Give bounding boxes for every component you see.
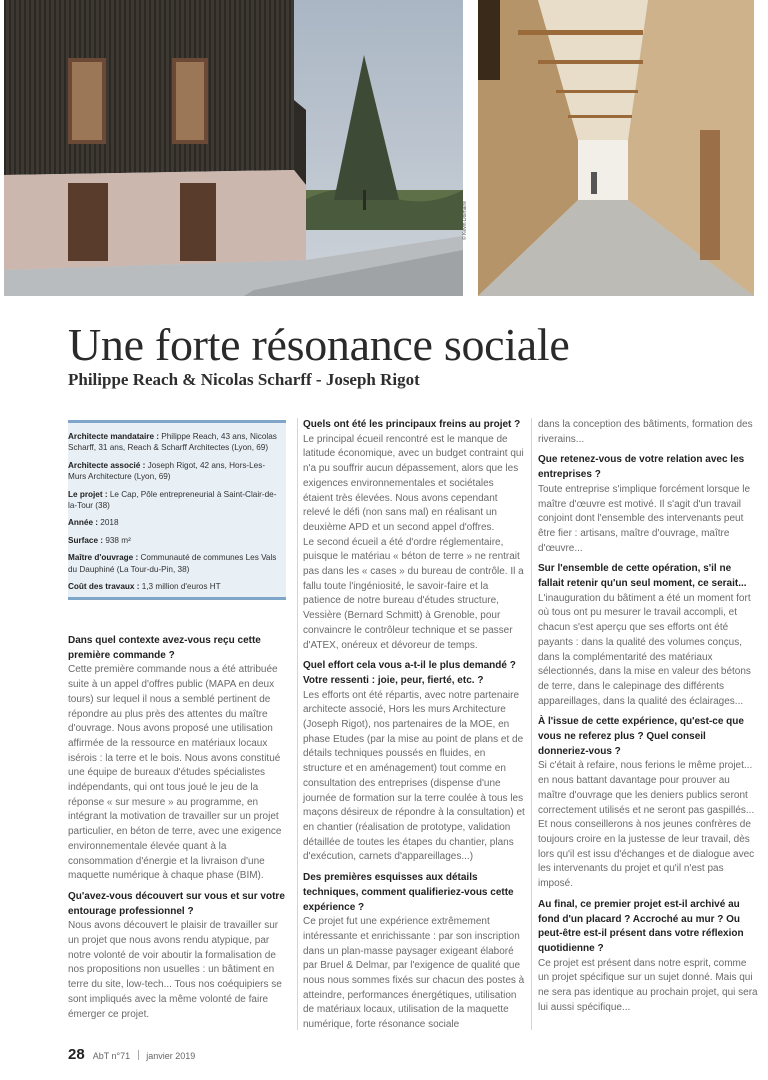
answer: Ce projet est présent dans notre esprit, comme un projet spécifique sur un sujet donné. Mais qui ne sera pas identique au prochain projet, qui sera lui aussi spécifique... (538, 957, 758, 1013)
column-divider (531, 418, 532, 1030)
article-authors: Philippe Reach & Nicolas Scharff - Joseph Rigot (68, 370, 420, 389)
answer: Les efforts ont été répartis, avec notre partenaire architecte associé, Hors les murs Architecture (Joseph Rigot), nos partenaires de la MOE, en phase Etudes (par la mise au point de plans et de détails techniques poussés en fluides, en structure et en aménagement) tout comme en consultation des entreprises (dispense d'une journée de formation sur la terre coulée à tous les maçons désireux de répondre à la consultation) et en chantier (réalisation de prototype, validation détaillée de toutes les étapes du chantier, plans d'exécution, carnets d'appareillages...) (303, 689, 525, 863)
answer: Toute entreprise s'implique forcément lorsque le maître d'œuvre est motivé. Il s'agit d'un travail conjoint dont l'ensemble des intervenants peut être fier : artisans, maître d'ouvrage, maître d'œuvre... (538, 483, 751, 554)
info-value: Joseph Rigot, 42 ans, Hors-Les-Murs Architecture (Lyon, 69) (68, 460, 266, 482)
question: À l'issue de cette expérience, qu'est-ce que vous ne referez plus ? Quel conseil donneriez-vous ? (538, 716, 744, 757)
question: Dans quel contexte avez-vous reçu cette première commande ? (68, 635, 261, 661)
info-row (68, 517, 278, 528)
column-2 (303, 418, 525, 1033)
answer: Le principal écueil rencontré est le manque de latitude économique, avec un budget contraint qui n'a pu souffrir aucun dépassement, alors que les exigences environnementales et sociétales étaient très élevées. Nous avons cependant relevé le défi (non sans mal) en réalisant un deuxième APD et un second appel d'offres. (303, 433, 524, 533)
info-row (68, 489, 278, 512)
issue-date: janvier 2019 (146, 1051, 196, 1061)
info-label: Surface : (68, 535, 104, 545)
interior-corridor-photo (478, 0, 754, 296)
info-row (68, 431, 278, 454)
answer: Cette première commande nous a été attribuée suite à un appel d'offres public (MAPA en deux tours) sur lequel il nous a semblé pertinent de répondre au plus près des attentes du maître d'ouvrage. Nous avons proposé une utilisation affirmée de la ressource en matériaux locaux isérois : la terre et le bois. Nous avons constitué une équipe de bureaux d'études spécialistes indépendants, qui ont tous joué le jeu de la réponse « sur mesure » au programme, en intégrant la motivation de travailler sur un projet particulier, en béton de terre, avec une exigence environnementale élevée quant à la consommation d'énergie et la livraison d'une maquette numérique à chaque phase (BIM). (68, 664, 282, 882)
column-divider (297, 418, 298, 1030)
info-label: Année : (68, 518, 99, 528)
info-label: Coût des travaux : (68, 582, 140, 592)
info-value: 1,3 million d'euros HT (139, 582, 221, 592)
answer: Si c'était à refaire, nous ferions le même projet... en nous battant davantage pour prouver au maître d'ouvrage que les deniers publics seront correctement utilisés et ne seront pas gaspillés... Et nous conseillerons à nos jeunes confrères de toujours croire en la justesse de leur travail, dès lors qu'il est issu d'échanges et de dialogue avec les intervenants du projet et qu'il n'est pas imposé. (538, 760, 755, 890)
info-value: Philippe Reach, 43 ans, Nicolas Scharff, 31 ans, Reach & Scharff Architectes (Lyon, 69) (68, 432, 277, 453)
question: Quels ont été les principaux freins au projet ? (303, 419, 521, 430)
question: Quel effort cela vous a-t-il le plus demandé ? Votre ressenti : joie, peur, fierté, etc. ? (303, 660, 516, 686)
question: Que retenez-vous de votre relation avec les entreprises ? (538, 454, 745, 481)
footer-separator (138, 1050, 139, 1060)
info-value: Communauté de communes Les Vals du Dauphiné (La Tour-du-Pin, 38) (68, 553, 277, 574)
article-title: Une forte résonance sociale (68, 319, 570, 370)
info-label: Maître d'ouvrage : (68, 553, 139, 563)
page-footer (68, 1046, 195, 1063)
question: Des premières esquisses aux détails techniques, comment qualifieriez-vous cette expérience ? (303, 872, 514, 913)
column-3 (538, 418, 758, 1015)
info-label: Le projet : (68, 489, 108, 499)
answer: L'inauguration du bâtiment a été un moment fort où tous ont pu mesurer le travail accompli, et chacun s'est aperçu que ses efforts ont été payants : dans la qualité des volumes conçus, dans la complémentarité des matériaux sélectionnés, dans la mise en valeur des bétons de terre, dans le calepinage des différents appareillages, dans la qualité des éclairages... (538, 592, 751, 707)
info-value: 938 m² (103, 535, 131, 545)
page-number: 28 (68, 1046, 85, 1063)
question: Au final, ce premier projet est-il archivé au fond d'un placard ? Accroché au mur ? Ou peut-être est-il présent dans votre réflexion quotidienne ? (538, 898, 744, 954)
info-label: Architecte associé : (68, 460, 146, 470)
info-row (68, 581, 278, 592)
column-1 (68, 634, 288, 1022)
info-row (68, 535, 278, 546)
info-row (68, 552, 278, 575)
exterior-photo (4, 0, 463, 296)
info-value: Le Cap, Pôle entrepreneurial à Saint-Clair-de-la-Tour (38) (68, 489, 277, 511)
project-info-box (68, 420, 286, 600)
question: Sur l'ensemble de cette opération, s'il ne fallait retenir qu'un seul moment, ce serait... (538, 563, 747, 590)
info-value: 2018 (98, 518, 119, 528)
magazine-issue: AbT n°71 (92, 1051, 131, 1061)
answer: dans la conception des bâtiments, formation des riverains... (538, 419, 753, 445)
info-row (68, 460, 278, 483)
answer: Le second écueil a été d'ordre réglementaire, puisque le matériau « béton de terre » ne rentrait pas dans les « cases » du bureau de contrôle. Il a fallu toute l'ingéniosité, le savoir-faire et la patience de notre bureau d'études structure, Vessière (Bernard Schmitt) à Grenoble, pour convaincre le contrôleur technique et se passer d'ATEX, onéreux et dévoreur de temps. (303, 536, 524, 651)
answer: Nous avons découvert le plaisir de travailler sur un projet que nous avons rendu atypique, par notre volonté de voir aboutir la formalisation de nos propositions non usuelles : un bâtiment en terre du site, low-tech... Tous nos coéquipiers se sont impliqués avec la même volonté de faire émerger ce projet. (68, 920, 282, 1020)
photo-credit: © Kevin Dolmaire (462, 201, 468, 240)
question: Qu'avez-vous découvert sur vous et sur votre entourage professionnel ? (68, 890, 285, 917)
info-label: Architecte mandataire : (68, 432, 160, 441)
answer: Ce projet fut une expérience extrêmement intéressante et enrichissante : par son inscription dans un plan-masse paysager exigeant élaboré par Bruel & Delmar, par l'exigence de qualité que nous nous sommes fixés sur chacun des postes à atteindre, performances énergétiques, utilisation de matériaux locaux, utilisation de la maquette numérique, forte résonance sociale (303, 916, 525, 1031)
